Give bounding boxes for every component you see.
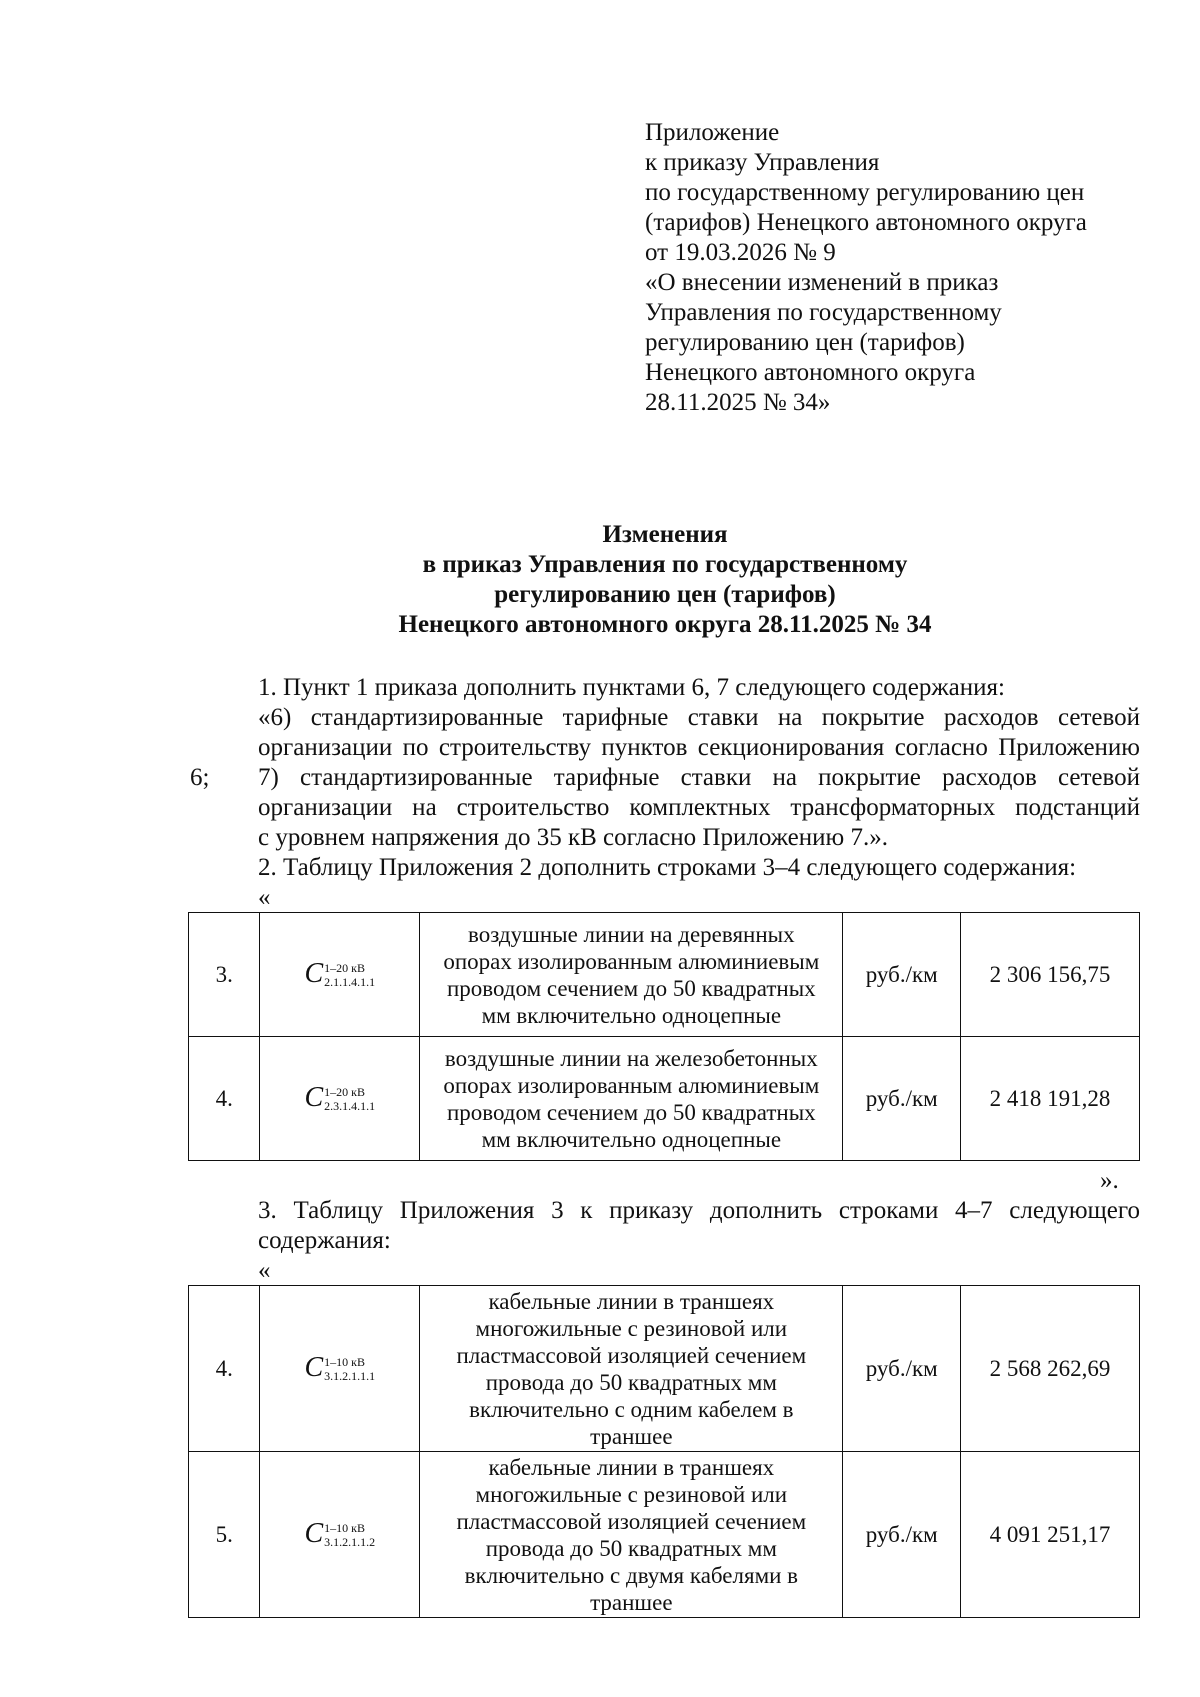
- table-row: [189, 1037, 1140, 1161]
- row-unit: руб./км: [843, 913, 961, 1037]
- paragraph-1: [190, 673, 1140, 703]
- desc-line: проводом сечением до 50 квадратных: [446, 1099, 816, 1125]
- desc-line: проводом сечением до 50 квадратных: [446, 975, 816, 1001]
- paragraph-line: 7) стандартизированные тарифные ставки на покрытие расходов сетевой: [258, 764, 1140, 791]
- table-appendix-2: [188, 912, 1140, 1161]
- row-description: [420, 913, 843, 1037]
- rate-symbol: [260, 1037, 420, 1161]
- desc-line: кабельные линии в траншеях: [488, 1288, 775, 1314]
- appendix-line: (тарифов) Ненецкого автономного округа: [645, 209, 1087, 236]
- desc-line: провода до 50 квадратных мм: [485, 1369, 777, 1395]
- row-number: 3.: [189, 913, 260, 1037]
- row-description: [420, 1037, 843, 1161]
- symbol-sup: 1–20 кВ: [324, 961, 365, 976]
- symbol-base: C: [304, 1351, 324, 1383]
- appendix-line: Управления по государственному: [645, 299, 1002, 326]
- row-value: 4 091 251,17: [961, 1452, 1140, 1618]
- symbol-sub: 3.1.2.1.1.2: [324, 1535, 376, 1550]
- symbol-sub: 2.1.1.4.1.1: [324, 975, 376, 990]
- paragraph-line: 2. Таблицу Приложения 2 дополнить строками 3–4 следующего содержания:: [258, 854, 1077, 881]
- table-appendix-3: [188, 1285, 1140, 1618]
- paragraph-line: 1. Пункт 1 приказа дополнить пунктами 6, 7 следующего содержания:: [258, 674, 1005, 701]
- symbol-base: C: [304, 1517, 324, 1549]
- appendix-line: регулированию цен (тарифов): [645, 329, 965, 356]
- desc-line: включительно с двумя кабелями в: [464, 1562, 799, 1588]
- row-value: 2 418 191,28: [961, 1037, 1140, 1161]
- open-quote: «: [258, 884, 271, 911]
- appendix-line: «О внесении изменений в приказ: [645, 269, 999, 296]
- row-number: 5.: [189, 1452, 260, 1618]
- appendix-line: к приказу Управления: [645, 149, 880, 176]
- row-description: [420, 1452, 843, 1618]
- desc-line: пластмассовой изоляцией сечением: [456, 1342, 807, 1368]
- appendix-header: [645, 118, 1087, 418]
- document-title: [190, 520, 1140, 640]
- paragraph-line: организации на строительство комплектных трансформаторных подстанций: [258, 794, 1140, 821]
- row-value: 2 306 156,75: [961, 913, 1140, 1037]
- close-quote: ».: [1100, 1167, 1119, 1194]
- title-line: регулированию цен (тарифов): [494, 581, 836, 608]
- appendix-line: 28.11.2025 № 34»: [645, 389, 831, 416]
- desc-line: мм включительно одноцепные: [481, 1126, 782, 1152]
- row-number: 4.: [189, 1037, 260, 1161]
- desc-line: опорах изолированным алюминиевым: [443, 948, 820, 974]
- desc-line: траншее: [590, 1423, 673, 1449]
- desc-line: опорах изолированным алюминиевым: [443, 1072, 820, 1098]
- row-unit: руб./км: [843, 1452, 961, 1618]
- open-quote: «: [258, 1257, 271, 1284]
- paragraph-line: 3. Таблицу Приложения 3 к приказу дополнить строками 4–7 следующего: [258, 1197, 1140, 1224]
- rate-symbol: [260, 1452, 420, 1618]
- paragraph-3: [190, 763, 1140, 853]
- desc-line: кабельные линии в траншеях: [488, 1454, 775, 1480]
- symbol-sup: 1–10 кВ: [324, 1355, 365, 1370]
- desc-line: воздушные линии на железобетонных: [444, 1045, 818, 1071]
- table-row: [189, 913, 1140, 1037]
- symbol-sup: 1–20 кВ: [324, 1085, 365, 1100]
- row-unit: руб./км: [843, 1037, 961, 1161]
- table-row: [189, 1452, 1140, 1618]
- title-line: Изменения: [602, 521, 728, 548]
- appendix-line: от 19.03.2026 № 9: [645, 239, 836, 266]
- desc-line: многожильные с резиновой или: [475, 1481, 788, 1507]
- paragraph-line: с уровнем напряжения до 35 кВ согласно Приложению 7.».: [258, 824, 888, 851]
- title-line: в приказ Управления по государственному: [422, 551, 908, 578]
- row-unit: руб./км: [843, 1286, 961, 1452]
- symbol-sub: 2.3.1.4.1.1: [324, 1099, 376, 1114]
- paragraph-5: [190, 1196, 1140, 1256]
- symbol-sub: 3.1.2.1.1.1: [324, 1369, 376, 1384]
- rate-symbol: [260, 1286, 420, 1452]
- desc-line: пластмассовой изоляцией сечением: [456, 1508, 807, 1534]
- symbol-base: C: [304, 1081, 324, 1113]
- row-description: [420, 1286, 843, 1452]
- title-line: Ненецкого автономного округа 28.11.2025 № 34: [398, 611, 932, 638]
- row-value: 2 568 262,69: [961, 1286, 1140, 1452]
- row-number: 4.: [189, 1286, 260, 1452]
- paragraph-line: организации по строительству пунктов секционирования согласно Приложению 6;: [190, 734, 1140, 791]
- appendix-line: Приложение: [645, 119, 780, 146]
- desc-line: провода до 50 квадратных мм: [485, 1535, 777, 1561]
- symbol-sup: 1–10 кВ: [324, 1521, 365, 1536]
- appendix-line: по государственному регулированию цен: [645, 179, 1085, 206]
- paragraph-line: «6) стандартизированные тарифные ставки на покрытие расходов сетевой: [258, 704, 1140, 731]
- paragraph-line: содержания:: [258, 1227, 391, 1254]
- desc-line: траншее: [590, 1589, 673, 1615]
- symbol-base: C: [304, 957, 324, 989]
- table-row: [189, 1286, 1140, 1452]
- appendix-line: Ненецкого автономного округа: [645, 359, 976, 386]
- rate-symbol: [260, 913, 420, 1037]
- desc-line: мм включительно одноцепные: [481, 1002, 782, 1028]
- desc-line: многожильные с резиновой или: [475, 1315, 788, 1341]
- desc-line: воздушные линии на деревянных: [468, 921, 795, 947]
- paragraph-4: [190, 853, 1140, 883]
- desc-line: включительно с одним кабелем в: [469, 1396, 794, 1422]
